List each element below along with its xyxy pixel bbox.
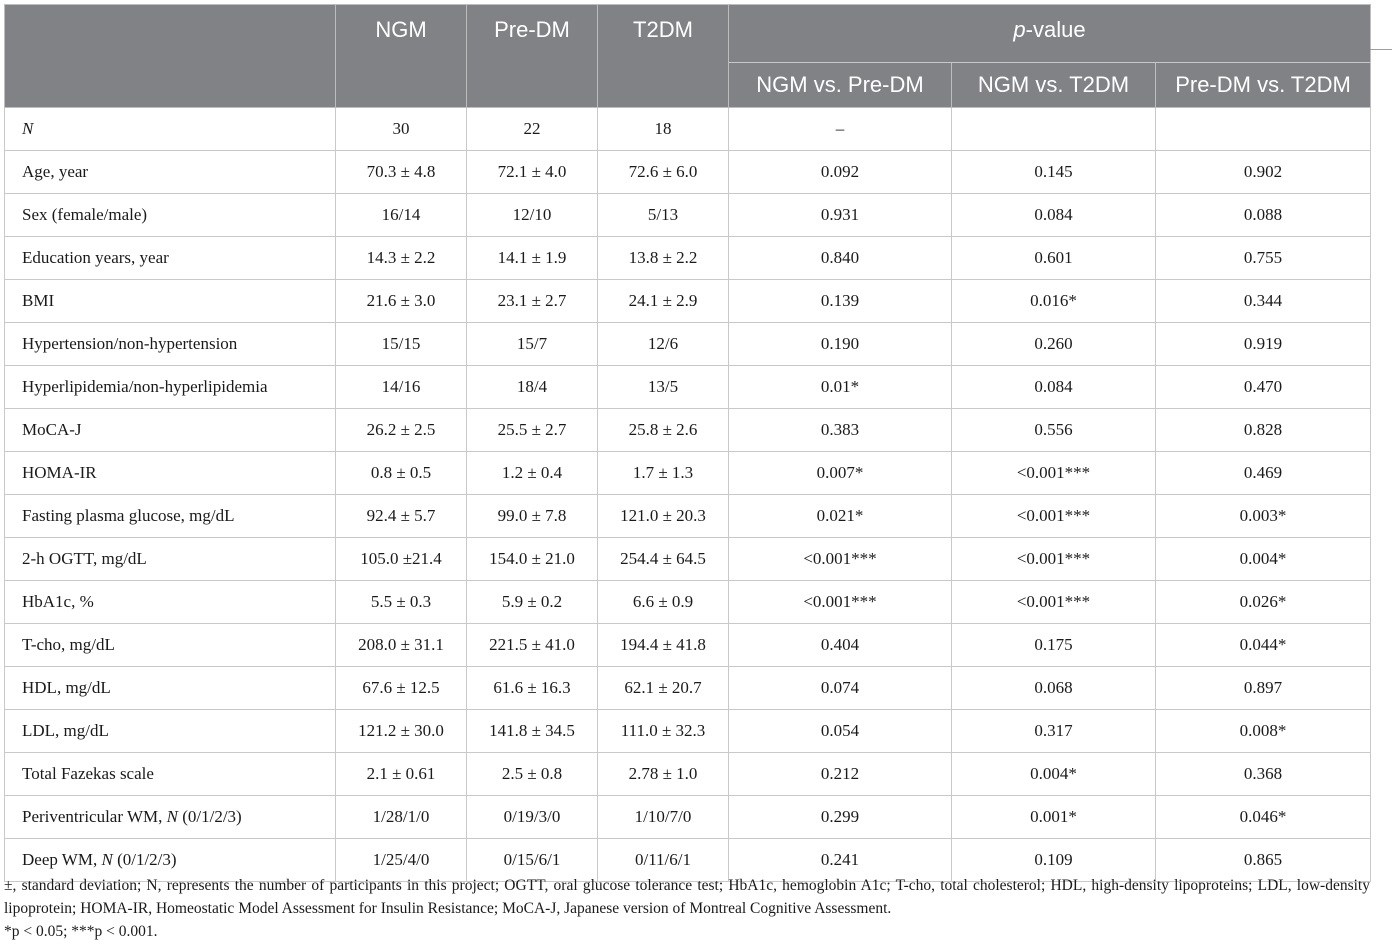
t2dm-value: 111.0 ± 32.3 bbox=[598, 710, 729, 753]
row-label-italic: N bbox=[166, 807, 178, 826]
predm-value: 12/10 bbox=[467, 194, 598, 237]
p-ngm-vs-t2dm: <0.001*** bbox=[952, 538, 1156, 581]
table-row bbox=[5, 452, 1371, 495]
ngm-value: 14/16 bbox=[336, 366, 467, 409]
p-ngm-vs-t2dm: 0.084 bbox=[952, 366, 1156, 409]
predm-value: 154.0 ± 21.0 bbox=[467, 538, 598, 581]
characteristics-table bbox=[4, 4, 1371, 882]
p-ngm-vs-predm: 0.383 bbox=[729, 409, 952, 452]
row-label-pre: Deep WM, bbox=[22, 850, 102, 869]
row-label bbox=[5, 452, 336, 495]
predm-value: 14.1 ± 1.9 bbox=[467, 237, 598, 280]
header-pvalue bbox=[729, 5, 1371, 63]
t2dm-value: 13/5 bbox=[598, 366, 729, 409]
t2dm-value: 12/6 bbox=[598, 323, 729, 366]
predm-value: 2.5 ± 0.8 bbox=[467, 753, 598, 796]
p-predm-vs-t2dm: 0.897 bbox=[1156, 667, 1371, 710]
row-label bbox=[5, 280, 336, 323]
p-predm-vs-t2dm: 0.919 bbox=[1156, 323, 1371, 366]
p-ngm-vs-predm: 0.054 bbox=[729, 710, 952, 753]
p-ngm-vs-t2dm: 0.016* bbox=[952, 280, 1156, 323]
t2dm-value: 6.6 ± 0.9 bbox=[598, 581, 729, 624]
predm-value: 25.5 ± 2.7 bbox=[467, 409, 598, 452]
table-row bbox=[5, 710, 1371, 753]
predm-value: 1.2 ± 0.4 bbox=[467, 452, 598, 495]
row-label-pre: BMI bbox=[22, 291, 55, 310]
table-row bbox=[5, 280, 1371, 323]
ngm-value: 105.0 ±21.4 bbox=[336, 538, 467, 581]
ngm-value: 30 bbox=[336, 108, 467, 151]
header-predm-vs-t2dm: Pre-DM vs. T2DM bbox=[1156, 63, 1371, 108]
p-ngm-vs-predm: 0.007* bbox=[729, 452, 952, 495]
p-predm-vs-t2dm: 0.469 bbox=[1156, 452, 1371, 495]
t2dm-value: 13.8 ± 2.2 bbox=[598, 237, 729, 280]
ngm-value: 1/28/1/0 bbox=[336, 796, 467, 839]
p-ngm-vs-predm: 0.404 bbox=[729, 624, 952, 667]
row-label-pre: Age, year bbox=[22, 162, 89, 181]
t2dm-value: 1.7 ± 1.3 bbox=[598, 452, 729, 495]
predm-value: 22 bbox=[467, 108, 598, 151]
table-row bbox=[5, 366, 1371, 409]
ngm-value: 67.6 ± 12.5 bbox=[336, 667, 467, 710]
t2dm-value: 62.1 ± 20.7 bbox=[598, 667, 729, 710]
p-predm-vs-t2dm: 0.828 bbox=[1156, 409, 1371, 452]
p-ngm-vs-t2dm: 0.068 bbox=[952, 667, 1156, 710]
t2dm-value: 194.4 ± 41.8 bbox=[598, 624, 729, 667]
p-predm-vs-t2dm: 0.044* bbox=[1156, 624, 1371, 667]
p-predm-vs-t2dm: 0.026* bbox=[1156, 581, 1371, 624]
pvalue-italic-p: p bbox=[1013, 17, 1026, 42]
p-ngm-vs-predm: 0.01* bbox=[729, 366, 952, 409]
predm-value: 18/4 bbox=[467, 366, 598, 409]
predm-value: 23.1 ± 2.7 bbox=[467, 280, 598, 323]
row-label bbox=[5, 624, 336, 667]
ngm-value: 5.5 ± 0.3 bbox=[336, 581, 467, 624]
ngm-value: 0.8 ± 0.5 bbox=[336, 452, 467, 495]
ngm-value: 208.0 ± 31.1 bbox=[336, 624, 467, 667]
p-ngm-vs-t2dm: 0.001* bbox=[952, 796, 1156, 839]
footnote-significance: *p < 0.05; ***p < 0.001. bbox=[4, 923, 158, 940]
ngm-value: 16/14 bbox=[336, 194, 467, 237]
p-ngm-vs-t2dm bbox=[952, 108, 1156, 151]
ngm-value: 14.3 ± 2.2 bbox=[336, 237, 467, 280]
table-row bbox=[5, 323, 1371, 366]
header-empty-cell bbox=[5, 5, 336, 108]
table-body bbox=[5, 108, 1371, 882]
row-label bbox=[5, 151, 336, 194]
t2dm-value: 25.8 ± 2.6 bbox=[598, 409, 729, 452]
header-edge-line bbox=[1370, 49, 1392, 50]
table-row bbox=[5, 796, 1371, 839]
p-ngm-vs-t2dm: 0.084 bbox=[952, 194, 1156, 237]
row-label bbox=[5, 753, 336, 796]
row-label-pre: Periventricular WM, bbox=[22, 807, 167, 826]
p-predm-vs-t2dm: 0.470 bbox=[1156, 366, 1371, 409]
p-ngm-vs-t2dm: 0.004* bbox=[952, 753, 1156, 796]
ngm-value: 1/25/4/0 bbox=[336, 839, 467, 882]
row-label-italic: N bbox=[101, 850, 113, 869]
p-predm-vs-t2dm: 0.008* bbox=[1156, 710, 1371, 753]
p-ngm-vs-predm: 0.021* bbox=[729, 495, 952, 538]
row-label-post: (0/1/2/3) bbox=[177, 807, 242, 826]
predm-value: 141.8 ± 34.5 bbox=[467, 710, 598, 753]
row-label bbox=[5, 237, 336, 280]
pvalue-suffix: -value bbox=[1025, 17, 1086, 42]
predm-value: 61.6 ± 16.3 bbox=[467, 667, 598, 710]
p-ngm-vs-predm: <0.001*** bbox=[729, 538, 952, 581]
t2dm-value: 24.1 ± 2.9 bbox=[598, 280, 729, 323]
ngm-value: 21.6 ± 3.0 bbox=[336, 280, 467, 323]
predm-value: 0/19/3/0 bbox=[467, 796, 598, 839]
row-label-pre: Hypertension/non-hypertension bbox=[22, 334, 238, 353]
p-ngm-vs-t2dm: 0.601 bbox=[952, 237, 1156, 280]
predm-value: 5.9 ± 0.2 bbox=[467, 581, 598, 624]
footnote-abbreviations: ±, standard deviation; N, represents the number of participants in this project; OGTT, oral glucose tolerance test; HbA1c, hemoglobin A1c; T-cho, total cholesterol; HDL, high-density lipoproteins; LDL, low-density lipoprotein; HOMA-IR, Homeostatic Model Assessment for Insulin Resistance; MoCA-J, Japanese version of Montreal Cognitive Assessment. bbox=[4, 877, 1370, 917]
p-ngm-vs-t2dm: 0.109 bbox=[952, 839, 1156, 882]
row-label bbox=[5, 194, 336, 237]
table-row bbox=[5, 538, 1371, 581]
row-label-pre: Sex (female/male) bbox=[22, 205, 148, 224]
row-label-pre: LDL, mg/dL bbox=[22, 721, 109, 740]
p-predm-vs-t2dm: 0.046* bbox=[1156, 796, 1371, 839]
table-row bbox=[5, 495, 1371, 538]
predm-value: 0/15/6/1 bbox=[467, 839, 598, 882]
header-ngm-vs-t2dm: NGM vs. T2DM bbox=[952, 63, 1156, 108]
p-ngm-vs-predm: – bbox=[729, 108, 952, 151]
p-ngm-vs-predm: 0.074 bbox=[729, 667, 952, 710]
table-row bbox=[5, 237, 1371, 280]
row-label-pre: T-cho, mg/dL bbox=[22, 635, 115, 654]
row-label-pre: Hyperlipidemia/non-hyperlipidemia bbox=[22, 377, 268, 396]
header-ngm-vs-predm: NGM vs. Pre-DM bbox=[729, 63, 952, 108]
row-label bbox=[5, 409, 336, 452]
row-label-pre: 2-h OGTT, mg/dL bbox=[22, 549, 147, 568]
row-label bbox=[5, 581, 336, 624]
p-predm-vs-t2dm: 0.344 bbox=[1156, 280, 1371, 323]
p-predm-vs-t2dm: 0.865 bbox=[1156, 839, 1371, 882]
row-label bbox=[5, 366, 336, 409]
p-predm-vs-t2dm: 0.088 bbox=[1156, 194, 1371, 237]
p-ngm-vs-t2dm: <0.001*** bbox=[952, 495, 1156, 538]
predm-value: 15/7 bbox=[467, 323, 598, 366]
p-ngm-vs-predm: 0.212 bbox=[729, 753, 952, 796]
p-ngm-vs-predm: 0.931 bbox=[729, 194, 952, 237]
header-row-top bbox=[5, 5, 1371, 63]
ngm-value: 70.3 ± 4.8 bbox=[336, 151, 467, 194]
row-label bbox=[5, 323, 336, 366]
p-predm-vs-t2dm: 0.755 bbox=[1156, 237, 1371, 280]
p-predm-vs-t2dm: 0.004* bbox=[1156, 538, 1371, 581]
p-ngm-vs-predm: 0.299 bbox=[729, 796, 952, 839]
header-group-t2dm: T2DM bbox=[598, 5, 729, 108]
row-label-pre: MoCA-J bbox=[22, 420, 82, 439]
p-ngm-vs-predm: 0.840 bbox=[729, 237, 952, 280]
header-group-predm: Pre-DM bbox=[467, 5, 598, 108]
header-group-ngm: NGM bbox=[336, 5, 467, 108]
row-label-pre: Total Fazekas scale bbox=[22, 764, 154, 783]
table-row bbox=[5, 151, 1371, 194]
row-label-pre: HOMA-IR bbox=[22, 463, 97, 482]
p-predm-vs-t2dm: 0.003* bbox=[1156, 495, 1371, 538]
p-ngm-vs-t2dm: 0.145 bbox=[952, 151, 1156, 194]
table-row bbox=[5, 409, 1371, 452]
p-ngm-vs-predm: 0.092 bbox=[729, 151, 952, 194]
t2dm-value: 254.4 ± 64.5 bbox=[598, 538, 729, 581]
row-label bbox=[5, 108, 336, 151]
row-label-pre: HDL, mg/dL bbox=[22, 678, 111, 697]
predm-value: 72.1 ± 4.0 bbox=[467, 151, 598, 194]
predm-value: 99.0 ± 7.8 bbox=[467, 495, 598, 538]
row-label bbox=[5, 796, 336, 839]
ngm-value: 2.1 ± 0.61 bbox=[336, 753, 467, 796]
p-predm-vs-t2dm: 0.902 bbox=[1156, 151, 1371, 194]
p-ngm-vs-t2dm: 0.260 bbox=[952, 323, 1156, 366]
table-row bbox=[5, 194, 1371, 237]
table-header bbox=[5, 5, 1371, 108]
characteristics-table-container bbox=[4, 4, 1370, 882]
table-row bbox=[5, 667, 1371, 710]
p-predm-vs-t2dm bbox=[1156, 108, 1371, 151]
p-ngm-vs-predm: 0.190 bbox=[729, 323, 952, 366]
row-label-italic: N bbox=[22, 119, 34, 138]
row-label bbox=[5, 667, 336, 710]
t2dm-value: 72.6 ± 6.0 bbox=[598, 151, 729, 194]
table-row bbox=[5, 753, 1371, 796]
table-footnote bbox=[4, 874, 1370, 943]
table-row bbox=[5, 108, 1371, 151]
ngm-value: 26.2 ± 2.5 bbox=[336, 409, 467, 452]
p-ngm-vs-predm: <0.001*** bbox=[729, 581, 952, 624]
row-label-pre: HbA1c, % bbox=[22, 592, 94, 611]
t2dm-value: 1/10/7/0 bbox=[598, 796, 729, 839]
p-ngm-vs-t2dm: 0.556 bbox=[952, 409, 1156, 452]
ngm-value: 92.4 ± 5.7 bbox=[336, 495, 467, 538]
table-row bbox=[5, 624, 1371, 667]
t2dm-value: 0/11/6/1 bbox=[598, 839, 729, 882]
p-ngm-vs-t2dm: <0.001*** bbox=[952, 452, 1156, 495]
predm-value: 221.5 ± 41.0 bbox=[467, 624, 598, 667]
row-label bbox=[5, 538, 336, 581]
row-label-pre: Education years, year bbox=[22, 248, 169, 267]
p-ngm-vs-t2dm: 0.317 bbox=[952, 710, 1156, 753]
row-label-pre: Fasting plasma glucose, mg/dL bbox=[22, 506, 235, 525]
p-ngm-vs-t2dm: <0.001*** bbox=[952, 581, 1156, 624]
row-label-post: (0/1/2/3) bbox=[112, 850, 177, 869]
t2dm-value: 18 bbox=[598, 108, 729, 151]
row-label bbox=[5, 710, 336, 753]
ngm-value: 15/15 bbox=[336, 323, 467, 366]
p-predm-vs-t2dm: 0.368 bbox=[1156, 753, 1371, 796]
table-row bbox=[5, 581, 1371, 624]
row-label bbox=[5, 495, 336, 538]
t2dm-value: 121.0 ± 20.3 bbox=[598, 495, 729, 538]
t2dm-value: 2.78 ± 1.0 bbox=[598, 753, 729, 796]
p-ngm-vs-predm: 0.139 bbox=[729, 280, 952, 323]
ngm-value: 121.2 ± 30.0 bbox=[336, 710, 467, 753]
p-ngm-vs-t2dm: 0.175 bbox=[952, 624, 1156, 667]
t2dm-value: 5/13 bbox=[598, 194, 729, 237]
p-ngm-vs-predm: 0.241 bbox=[729, 839, 952, 882]
